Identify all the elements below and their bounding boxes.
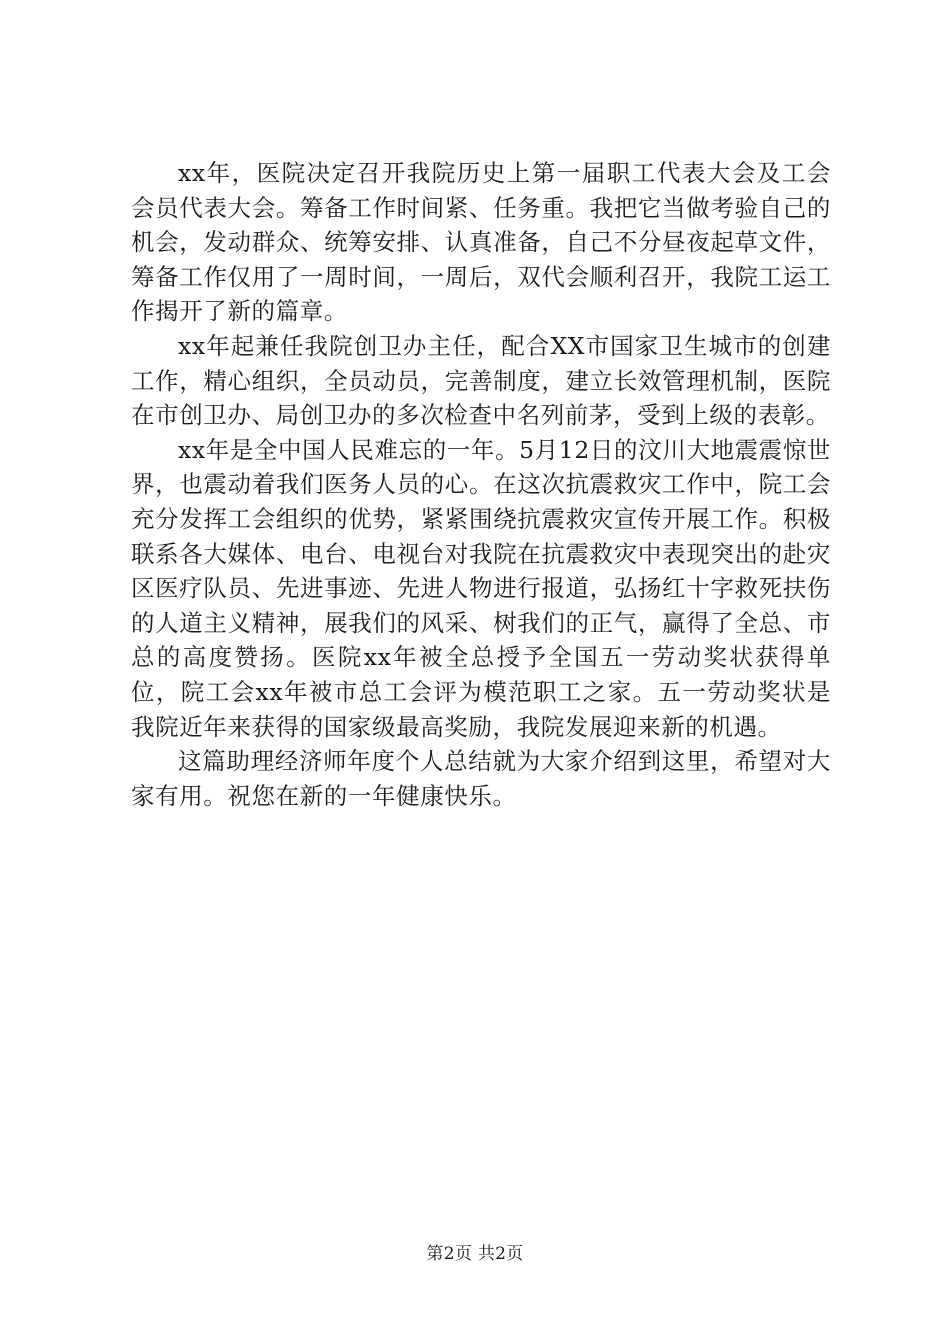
paragraph-workers-congress: xx年，医院决定召开我院历史上第一届职工代表大会及工会会员代表大会。筹备工作时间紧、任务重。我把它当做考验自己的机会，发动群众、统筹安排、认真准备，自己不分昼夜起草文件，筹备工作仅用了一周时间，一周后，双代会顺利召开，我院工运工作揭开了新的篇章。 (131, 159, 831, 326)
paragraph-closing: 这篇助理经济师年度个人总结就为大家介绍到这里，希望对大家有用。祝您在新的一年健康快乐。 (131, 747, 831, 810)
paragraph-earthquake-relief: xx年是全中国人民难忘的一年。5月12日的汶川大地震震惊世界，也震动着我们医务人员的心。在这次抗震救灾工作中，院工会充分发挥工会组织的优势，紧紧围绕抗震救灾宣传开展工作。积极联系各大媒体、电台、电视台对我院在抗震救灾中表现突出的赴灾区医疗队员、先进事迹、先进人物进行报道，弘扬红十字救死扶伤的人道主义精神，展我们的风采、树我们的正气，赢得了全总、市总的高度赞扬。医院xx年被全总授予全国五一劳动奖状获得单位，院工会xx年被市总工会评为模范职工之家。五一劳动奖状是我院近年来获得的国家级最高奖励，我院发展迎来新的机遇。 (131, 435, 831, 741)
paragraph-health-city: xx年起兼任我院创卫办主任，配合XX市国家卫生城市的创建工作，精心组织，全员动员，完善制度，建立长效管理机制，医院在市创卫办、局创卫办的多次检查中名列前茅，受到上级的表彰。 (131, 331, 831, 430)
page-number-footer: 第2页 共2页 (426, 1244, 524, 1264)
document-body (131, 156, 831, 813)
